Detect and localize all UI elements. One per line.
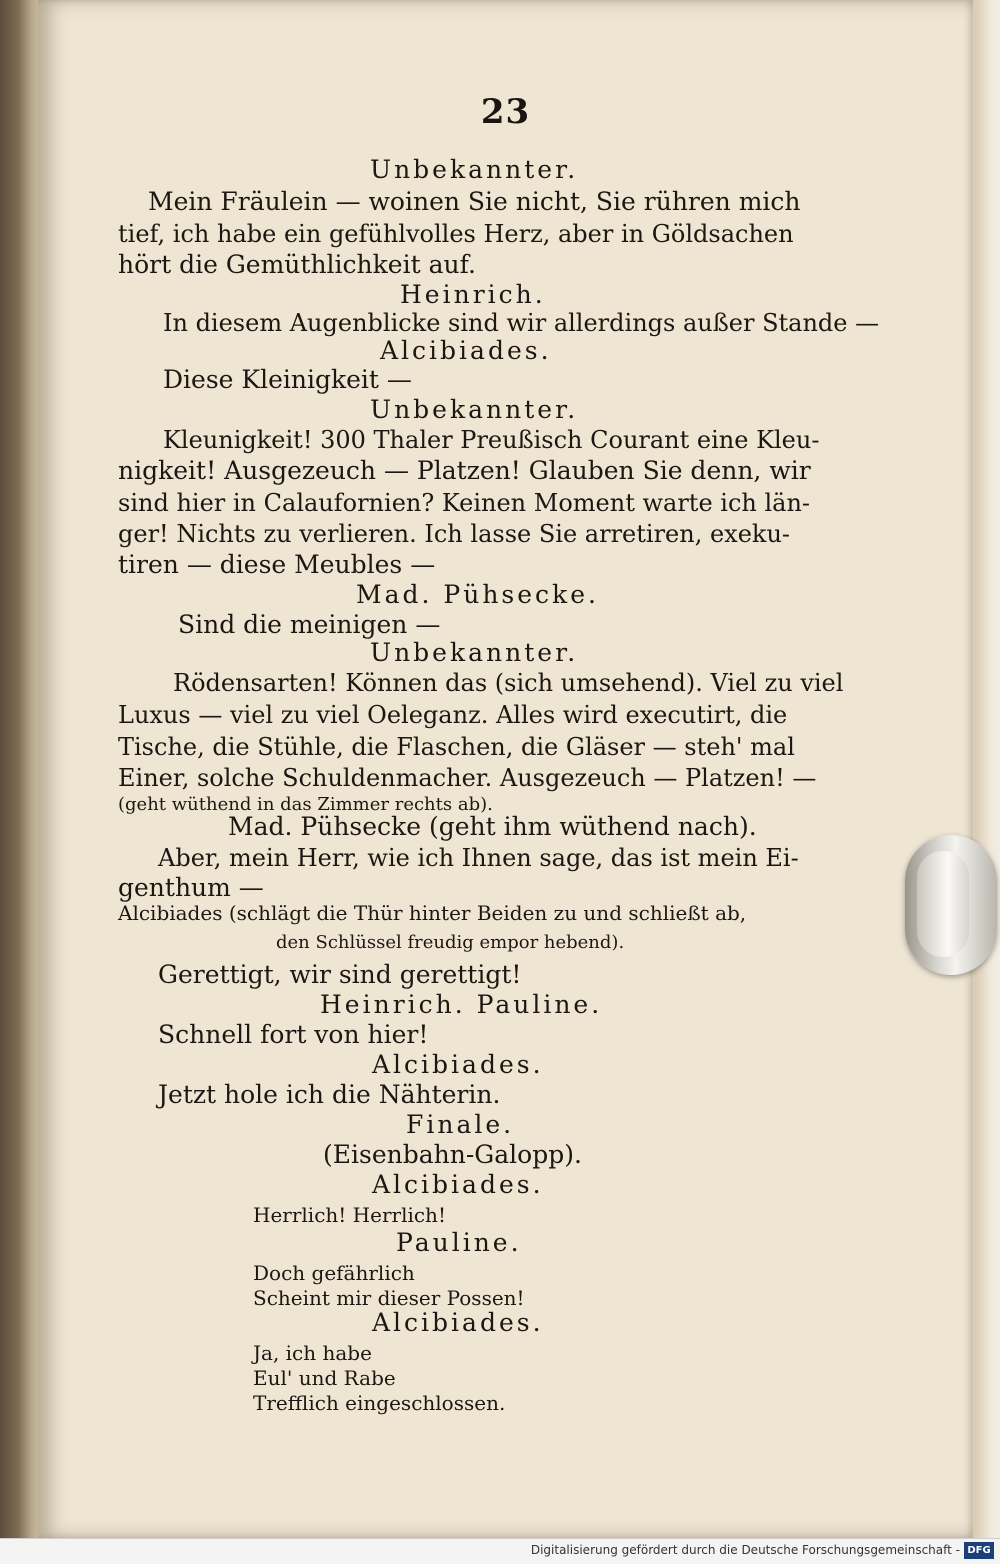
verse-line: Herrlich! Herrlich! [253, 1203, 446, 1227]
page-number: 23 [480, 92, 531, 132]
text-line: ger! Nichts zu verlieren. Ich lasse Sie arretiren, exeku- [118, 520, 791, 548]
speaker-unbekannter: Unbekannter. [370, 155, 579, 184]
speaker-alcibiades: Alcibiades. [372, 1308, 544, 1337]
speaker-alcibiades: Alcibiades. [372, 1050, 544, 1079]
text-line: tief, ich habe ein gefühlvolles Herz, aber in Göldsachen [118, 220, 794, 248]
verse-line: Eul' und Rabe [253, 1366, 396, 1390]
text-line: In diesem Augenblicke sind wir allerdings außer Stande — [163, 309, 880, 337]
text-line: Sind die meinigen — [178, 610, 441, 639]
text-line: Aber, mein Herr, wie ich Ihnen sage, das ist mein Ei- [158, 844, 799, 872]
speaker-unbekannter: Unbekannter. [370, 638, 579, 667]
speaker-alcibiades: Alcibiades. [372, 1170, 544, 1199]
speaker-unbekannter: Unbekannter. [370, 395, 579, 424]
text-line: Mein Fräulein — woinen Sie nicht, Sie rühren mich [148, 187, 801, 216]
verse-line: Ja, ich habe [253, 1341, 372, 1365]
speaker-heinrich-pauline: Heinrich. Pauline. [320, 990, 603, 1019]
text-line: tiren — diese Meubles — [118, 550, 436, 579]
verse-line: Doch gefährlich [253, 1261, 415, 1285]
page-clip-highlight [917, 851, 969, 957]
text-line: Kleunigkeit! 300 Thaler Preußisch Courant eine Kleu- [163, 426, 820, 454]
speaker-alcibiades: Alcibiades (schlägt die Thür hinter Beiden zu und schließt ab, [118, 901, 747, 925]
dfg-logo: DFG [964, 1542, 994, 1559]
text-line: sind hier in Calaufornien? Keinen Moment warte ich län- [118, 489, 811, 517]
speaker-alcibiades: Alcibiades. [380, 336, 552, 365]
text-line: nigkeit! Ausgezeuch — Platzen! Glauben Sie denn, wir [118, 456, 811, 485]
heading-finale: Finale. [406, 1110, 515, 1139]
footer-credit: Digitalisierung gefördert durch die Deutsche Forschungsgemeinschaft - [530, 1543, 960, 1557]
verse-line: Scheint mir dieser Possen! [253, 1286, 525, 1310]
verse-line: Trefflich eingeschlossen. [253, 1391, 506, 1415]
speaker-mad-puehsecke: Mad. Pühsecke (geht ihm wüthend nach). [228, 812, 757, 841]
book-page [38, 0, 973, 1538]
speaker-mad-puehsecke: Mad. Pühsecke. [356, 580, 599, 609]
heading-subtitle: (Eisenbahn-Galopp). [323, 1140, 582, 1169]
text-line: Diese Kleinigkeit — [163, 365, 412, 394]
text-line: Gerettigt, wir sind gerettigt! [158, 960, 522, 989]
text-line: Jetzt hole ich die Nähterin. [158, 1080, 501, 1109]
speaker-heinrich: Heinrich. [400, 280, 546, 309]
stage-direction: den Schlüssel freudig empor hebend). [276, 932, 625, 953]
text-line: Luxus — viel zu viel Oeleganz. Alles wird executirt, die [118, 701, 788, 729]
page-clip [905, 835, 997, 975]
text-line: Tische, die Stühle, die Flaschen, die Gläser — steh' mal [118, 733, 795, 761]
text-line: Schnell fort von hier! [158, 1020, 429, 1049]
text-line: Einer, solche Schuldenmacher. Ausgezeuch — Platzen! — [118, 764, 817, 792]
footer-bar [0, 1538, 1000, 1564]
text-line: hört die Gemüthlichkeit auf. [118, 250, 476, 279]
text-line: genthum — [118, 873, 264, 902]
speaker-pauline: Pauline. [396, 1228, 522, 1257]
text-line: Rödensarten! Können das (sich umsehend). Viel zu viel [173, 669, 844, 697]
stage-direction: (geht wüthend in das Zimmer rechts ab). [118, 794, 493, 815]
